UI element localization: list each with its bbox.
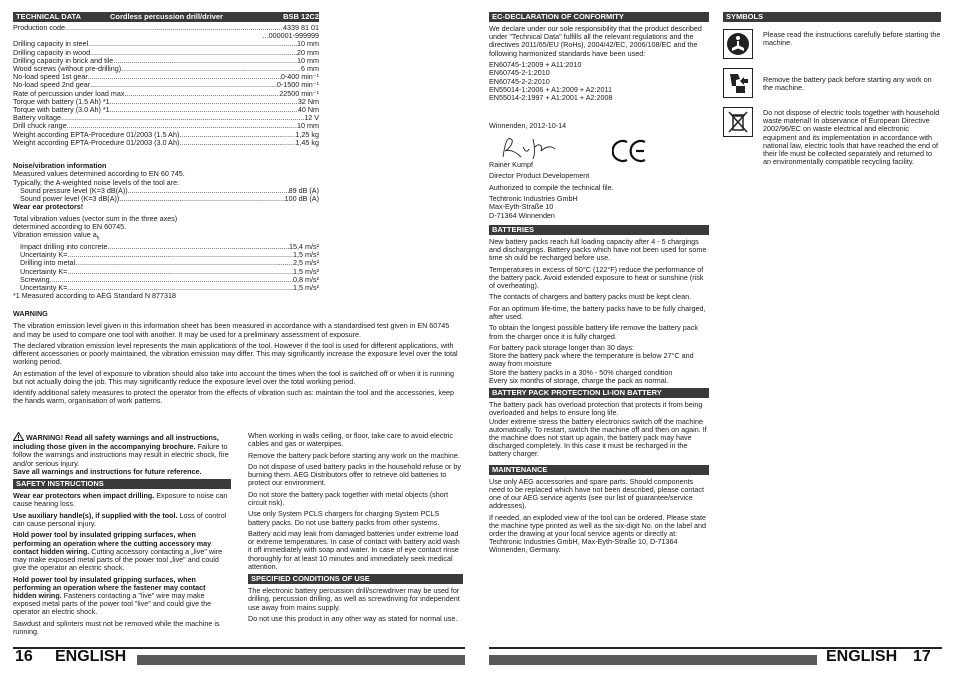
technical-data-section — [13, 12, 319, 300]
data-row — [20, 187, 319, 195]
row-value: 20 mm — [297, 48, 319, 57]
ec-standard: EN60745-2-2:2010 — [489, 76, 550, 86]
ec-standards — [489, 61, 709, 102]
data-row — [20, 251, 319, 259]
symbol-read-manual-text: Please read the instructions carefully before starting the machine. — [763, 30, 941, 48]
symbol-crossed-bin — [723, 107, 941, 166]
technical-data-rows — [13, 24, 319, 147]
batteries-header: BATTERIES — [489, 225, 709, 235]
noise-line-1: Measured values determined according to EN 60 745. — [13, 169, 185, 179]
row-label: Torque with battery (1.5 Ah) *1 — [13, 97, 110, 106]
row-label: Sound power level (K=3 dB(A)) — [20, 195, 120, 204]
batteries-paragraphs — [489, 238, 709, 385]
data-row — [13, 90, 319, 98]
signer-title: Director Product Developement — [489, 171, 590, 181]
safety-instruction-bold: Use auxiliary handle(s), if supplied with the tool. — [13, 510, 178, 520]
vibration-subscript: h — [96, 235, 100, 242]
row-leader-dots — [121, 65, 301, 73]
row-value: 40 Nm — [297, 106, 319, 115]
authorized-text: Authorized to compile the technical file. — [489, 182, 614, 192]
data-row — [20, 276, 319, 284]
row-label: Uncertainty K= — [20, 267, 68, 276]
noise-line-2: Typically, the A-weighted noise levels of the tool are: — [13, 177, 180, 187]
row-leader-dots — [90, 49, 297, 57]
safety-paragraph: Do not store the battery pack together with metal objects (short circuit risk). — [248, 489, 449, 507]
batteries-paragraph: For an optimum life-time, the battery packs have to be fully charged, after used. — [489, 303, 706, 322]
row-label: Rate of percussion under load max. — [13, 89, 127, 98]
ec-standard: EN60745-1:2009 + A11:2010 — [489, 60, 582, 69]
batteries-paragraph: To obtain the longest possible battery life remove the battery pack from the charger once it is fully charged. — [489, 323, 698, 341]
warning-paragraph: Identify additional safety measures to protect the operator from the effects of vibration such as: maintain the tool and the accessories, keep the hands warm, organisation of work patterns. — [13, 388, 454, 406]
row-label: Weight according EPTA-Procedure 01/2003 (1.5 Ah) — [13, 130, 180, 139]
maintenance-paragraphs — [489, 478, 709, 555]
warning-paragraph: The declared vibration emission level represents the main applications of the tool. However if the tool is used for different applications, with different accessories or poorly maintained, the vibration emission may differ. This may significantly increase the exposure level over the total working period. — [13, 340, 458, 367]
row-value: 0-1500 min⁻¹ — [276, 81, 319, 90]
batteries-paragraph: Temperatures in excess of 50°C (122°F) reduce the performance of the battery pack. Avoid extended exposure to heat or sunshine (risk of overheating). — [489, 264, 704, 291]
safety-instruction-bold: Hold power tool by insulated gripping surfaces, when performing an operation where the cutting accessory may contact hidden wiring. — [13, 530, 212, 556]
data-row — [13, 49, 319, 57]
symbols-column — [723, 12, 941, 175]
battery-protection-paragraph: The battery pack has overload protection that protects it from being overloaded and helps to ensure long life. Under extreme stress the battery electronics switch off the machine automatically. To restart, switch the machine off and then on again. If the machine does not start up again, the battery pack may have discharged completely. In this case it must be recharged in the battery charger. — [489, 400, 707, 459]
data-row — [13, 57, 319, 65]
footer-gray-bar — [137, 655, 465, 665]
warning-section — [13, 310, 463, 409]
row-value: 12 V — [304, 114, 319, 123]
row-value: 15,4 m/s² — [289, 242, 319, 251]
page-16 — [13, 0, 465, 677]
page-number-17: 17 — [913, 648, 931, 665]
page-language-17: ENGLISH — [826, 648, 898, 665]
footnote: *1 Measured according to AEG Standard N 877318 — [13, 291, 177, 301]
row-value: ...000001-999999 — [262, 32, 319, 41]
safety-paragraph: Battery acid may leak from damaged batteries under extreme load or extreme temperatures. In case of contact with battery acid wash it off immediately with soap and water. In case of eye contact rinse thoroughly for at least 10 minutes and immediately seek medical attention. — [248, 528, 460, 571]
row-value: 4339 81 01 — [283, 24, 319, 32]
data-row — [20, 268, 319, 276]
specified-conditions-paragraph: The electronic battery percussion drill/screwdriver may be used for drilling, percussion drilling, as well as screwdriving for independent use away from mains supply. — [248, 586, 460, 612]
ec-standard: EN60745-2-1:2010 — [489, 68, 550, 78]
maintenance-header: MAINTENANCE — [489, 465, 709, 475]
safety-instruction — [13, 620, 231, 636]
signature-block — [489, 131, 709, 161]
warning-box-bold: WARNING! Read all safety warnings and all instructions, including those given in the accompanying brochure. — [13, 433, 219, 452]
row-leader-dots — [113, 57, 297, 65]
row-value: 89 dB (A) — [288, 186, 319, 195]
data-row — [13, 73, 319, 81]
row-leader-dots — [179, 131, 295, 139]
row-label: Screwing — [20, 275, 50, 284]
row-value: 6 mm — [301, 65, 319, 74]
row-leader-dots — [108, 243, 290, 251]
warning-box-rest: Failure to follow the warnings and instructions may result in electric shock, fire and/or serious injury. — [13, 442, 229, 468]
warning-paragraph: An estimation of the level of exposure to vibration should also take into account the times when the tool is switched off or when it is running but not actually doing the job. This may significantly reduce the exposure level over the total working period. — [13, 368, 454, 386]
symbol-crossed-bin-text: Do not dispose of electric tools together with household waste material! In observance of European Directive 2002/96/EC on waste electrical and electronic equipment and its implementation in accordance with national law, electric tools that have reached the end of their life must be collected separately and returned to an environmentally compatible recycling facility. — [763, 108, 940, 167]
warning-title: WARNING — [13, 309, 48, 318]
crossed-bin-icon — [723, 107, 753, 137]
row-leader-dots — [67, 122, 298, 130]
company-address — [489, 195, 709, 220]
row-label: Drilling capacity in brick and tile — [13, 56, 114, 65]
specified-conditions-paragraph: Do not use this product in any other way as stated for normal use. — [248, 613, 458, 623]
row-leader-dots — [61, 114, 304, 122]
safety-paragraph: Remove the battery pack before starting any work on the machine. — [248, 450, 460, 460]
row-value: 10 mm — [297, 56, 319, 65]
remove-battery-icon — [723, 68, 753, 98]
symbol-remove-battery — [723, 68, 941, 98]
safety-instruction-text: Loss of control can cause personal injury. — [13, 510, 227, 528]
data-row — [13, 114, 319, 122]
row-value: 0,8 m/s² — [293, 275, 319, 284]
row-leader-dots — [88, 73, 281, 81]
row-leader-dots — [65, 24, 283, 32]
safety-instruction — [13, 492, 231, 508]
footer-16 — [13, 647, 465, 667]
row-label: Uncertainty K= — [20, 283, 68, 292]
page-17 — [489, 0, 942, 677]
symbols-header: SYMBOLS — [723, 12, 941, 22]
page-language-16: ENGLISH — [55, 648, 127, 665]
safety-instruction-text: Sawdust and splinters must not be removed while the machine is running. — [13, 618, 220, 636]
data-row — [13, 81, 319, 89]
footer-gray-bar — [489, 655, 817, 665]
row-label: Impact drilling into concrete — [20, 242, 108, 251]
safety-instruction — [13, 531, 231, 572]
row-value: 1,5 m/s² — [293, 251, 319, 260]
ec-date: Winnenden, 2012-10-14 — [489, 121, 567, 131]
row-label: Wood screws (without pre-drilling) — [13, 65, 122, 74]
signature-icon — [499, 133, 569, 161]
batteries-paragraph: New battery packs reach full loading capacity after 4 - 5 chargings and dischargings. Battery packs which have not been used for some time sh ould be recharged before use. — [489, 236, 707, 263]
safety-instruction-text: Cutting accessory contacting a „live" wire may make exposed metal parts of the power tool „live" and could give the operator an electric shock. — [13, 546, 223, 573]
ec-paragraph: We declare under our sole responsibility that the product described under "Technical Data" fulfills all the relevant regulations and the directives 2011/65/EU (RoHs), 2004/42/EC, 2006/108/EC and the following harmonized standards have been used: — [489, 24, 702, 58]
row-leader-dots — [110, 98, 298, 106]
safety-instruction-text: Fasteners contacting a "live" wire may make exposed metal parts of the power tool "live" and could give the operator an electric shock. — [13, 591, 212, 617]
row-label: Drill chuck range — [13, 122, 67, 131]
row-leader-dots — [119, 195, 284, 203]
footer-17 — [489, 647, 942, 667]
row-value: 32 Nm — [297, 97, 319, 106]
safety-paragraphs — [13, 492, 231, 636]
row-label: Drilling capacity in wood — [13, 48, 91, 57]
data-row — [20, 259, 319, 267]
row-label: Drilling into metal — [20, 259, 76, 268]
company-line: D-71364 Winnenden — [489, 210, 555, 220]
row-label: Weight according EPTA-Procedure 01/2003 (3.0 Ah) — [13, 138, 180, 147]
row-leader-dots — [75, 259, 293, 267]
wear-ear-protectors: Wear ear protectors! — [13, 202, 84, 212]
ec-declaration-header: EC-DECLARATION OF CONFORMITY — [489, 12, 709, 22]
row-leader-dots — [126, 90, 279, 98]
row-leader-dots — [128, 187, 289, 195]
warning-paragraphs — [13, 322, 463, 405]
row-leader-dots — [110, 106, 298, 114]
safety-instruction-text: Exposure to noise can cause hearing loss. — [13, 491, 228, 509]
ce-mark-icon — [612, 139, 648, 163]
safety-instructions-header: SAFETY INSTRUCTIONS — [13, 479, 231, 489]
read-manual-icon — [723, 29, 753, 59]
row-value: 1,45 kg — [295, 138, 319, 147]
ec-standard: EN55014-2:1997 + A1:2001 + A2:2008 — [489, 93, 613, 103]
safety-column — [13, 432, 231, 639]
specified-conditions-paragraphs — [248, 587, 463, 623]
row-leader-dots — [88, 40, 297, 48]
safety-instruction — [13, 512, 231, 528]
signer-name: Rainer Kumpf — [489, 159, 533, 169]
safety-instruction-bold: Wear ear protectors when impact drilling. — [13, 491, 155, 501]
row-label: Battery voltage — [13, 114, 61, 123]
row-value: 1,5 m/s² — [293, 283, 319, 292]
vibration-line-1: Total vibration values (vector sum in the three axes) — [13, 213, 178, 223]
vibration-line-3: Vibration emission value $a_h$ — [13, 230, 100, 242]
technical-data-model: BSB 12C2 — [283, 12, 319, 21]
warning-box-save: Save all warnings and instructions for future reference. — [13, 466, 202, 476]
data-row — [13, 40, 319, 48]
maintenance-paragraph: Use only AEG accessories and spare parts. Should components need to be replaced which have not been described, please contact one of our AEG service agents (see our list of guarantee/service addresses). — [489, 476, 704, 511]
row-label: Sound pressure level (K=3 dB(A)) — [20, 186, 128, 195]
row-leader-dots — [50, 276, 293, 284]
data-row — [13, 122, 319, 130]
vibration-rows — [13, 243, 319, 292]
technical-data-subtitle: Cordless percussion drill/driver — [110, 12, 223, 21]
row-label: Uncertainty K= — [20, 251, 68, 260]
row-label: No-load speed 2nd gear — [13, 81, 91, 90]
noise-title: Noise/vibration information — [13, 161, 107, 171]
page-number-16: 16 — [15, 648, 33, 665]
technical-data-header — [13, 12, 319, 22]
safety-instruction-bold: Hold power tool by insulated gripping surfaces, when performing an operation where the fastener may contact hidden wiring. — [13, 574, 206, 600]
row-label: Drilling capacity in steel — [13, 40, 89, 49]
row-value: 2,5 m/s² — [293, 259, 319, 268]
data-row — [13, 65, 319, 73]
ec-column — [489, 12, 709, 558]
batteries-paragraph: For battery pack storage longer than 30 days: Store the battery pack where the temperature is below 27°C and away from moisture Store the battery packs in a 30% - 50% charged condition Every six months of storage, charge the pack as normal. — [489, 343, 694, 385]
middle-paragraphs — [248, 432, 463, 571]
row-value: 1,25 kg — [295, 130, 319, 139]
data-row — [13, 98, 319, 106]
row-value: 10 mm — [297, 40, 319, 49]
specified-conditions-header: SPECIFIED CONDITIONS OF USE — [248, 574, 463, 584]
company-line: Max-Eyth-Straße 10 — [489, 202, 554, 212]
maintenance-paragraph: If needed, an exploded view of the tool can be ordered. Please state the machine type printed as well as the six-digit No. on the label and order the drawing at your local service agents or directly at: Techtronic Industries GmbH, Max-Eyth-Straße 10, D-71364 Winnenden, Germany. — [489, 512, 706, 555]
technical-data-title: TECHNICAL DATA — [16, 12, 81, 21]
row-value: 22500 min⁻¹ — [279, 89, 319, 98]
row-leader-dots — [179, 139, 295, 147]
row-leader-dots — [67, 251, 293, 259]
row-value: 10 mm — [297, 122, 319, 131]
row-value: 0-400 min⁻¹ — [280, 73, 319, 82]
company-line: Techtronic Industries GmbH — [489, 193, 578, 203]
safety-instruction — [13, 576, 231, 617]
symbol-remove-battery-text: Remove the battery pack before starting any work on the machine. — [763, 75, 932, 93]
noise-rows — [13, 187, 319, 203]
batteries-paragraph: The contacts of chargers and battery packs must be kept clean. — [489, 292, 692, 302]
ec-standard: EN55014-1:2006 + A1:2009 + A2:2011 — [489, 84, 612, 94]
safety-paragraph: When working in walls ceiling, or floor, take care to avoid electric cables and gas or waterpipes. — [248, 431, 453, 449]
row-label: No-load speed 1st gear — [13, 73, 88, 82]
symbol-read-manual — [723, 29, 941, 59]
row-value: 1,5 m/s² — [293, 267, 319, 276]
row-leader-dots — [90, 81, 277, 89]
row-label: Production code — [13, 24, 65, 32]
warning-box — [13, 432, 231, 476]
data-row — [13, 139, 319, 147]
row-value: 100 dB (A) — [284, 195, 319, 204]
row-leader-dots — [67, 268, 293, 276]
warning-paragraph: The vibration emission level given in this information sheet has been measured in accordance with a standardised test given in EN 60745 and may be used to compare one tool with another. It may be used for a preliminary assessment of exposure. — [13, 321, 450, 339]
data-row — [13, 32, 319, 40]
vibration-line-2: determined according to EN 60745. — [13, 221, 127, 231]
middle-column — [248, 432, 463, 626]
safety-paragraph: Do not dispose of used battery packs in the household refuse or by burning them. AEG Distributors offer to retrieve old batteries to protect our environment. — [248, 461, 461, 488]
battery-protection-header: BATTERY PACK PROTECTION LI-ION BATTERY — [489, 388, 709, 398]
data-row — [13, 106, 319, 114]
data-row — [13, 24, 319, 32]
safety-paragraph: Use only System PCLS chargers for charging System PCLS battery packs. Do not use battery packs from other systems. — [248, 509, 440, 527]
row-label: Torque with battery (3.0 Ah) *1 — [13, 106, 110, 115]
data-row — [20, 243, 319, 251]
data-row — [13, 131, 319, 139]
